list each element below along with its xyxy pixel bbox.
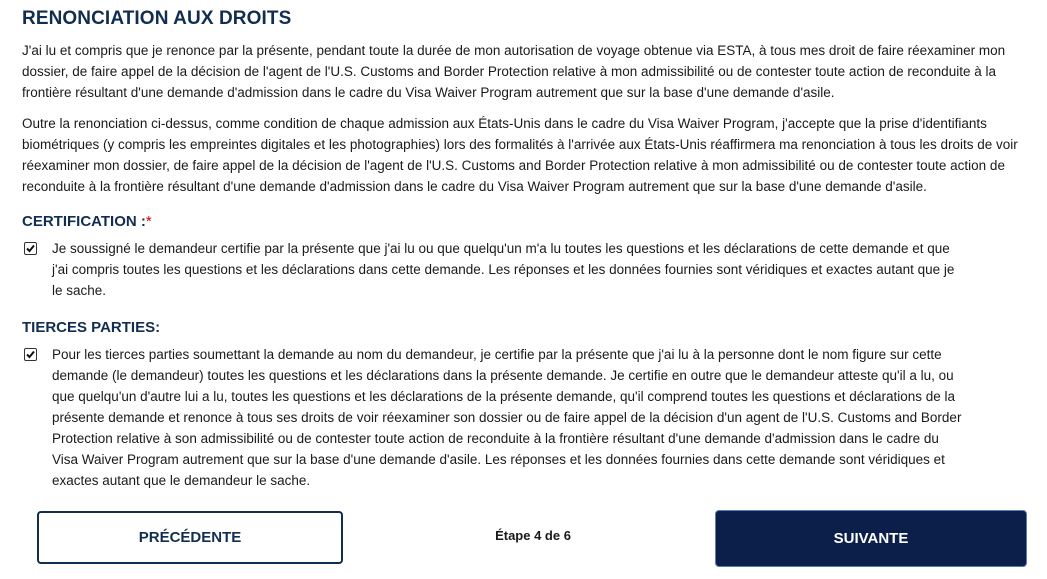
waiver-paragraph-1: J'ai lu et compris que je renonce par la présente, pendant toute la durée de mon autorisation de voyage obtenue via ESTA, à tous mes droit de faire réexaminer mon dossier, de faire appel de la décision de l'agent de l'U.S. Customs and Border Protection relative à mon admissibilité ou de contester toute action de reconduite à la frontière résultant d'une demande d'admission dans le cadre du Visa Waiver Program autrement que sur la base d'une demande d'asile. <box>22 43 1006 100</box>
check-icon <box>25 243 36 254</box>
certification-title: CERTIFICATION : <box>22 213 146 230</box>
previous-button[interactable]: PRÉCÉDENTE <box>37 511 343 564</box>
third-parties-heading: TIERCES PARTIES: <box>22 319 161 336</box>
third-parties-checkbox[interactable] <box>24 348 37 361</box>
page-title: RENONCIATION AUX DROITS <box>22 8 292 29</box>
third-parties-row <box>22 344 1044 491</box>
waiver-paragraph-2: Outre la renonciation ci-dessus, comme condition de chaque admission aux États-Unis dans le cadre du Visa Waiver Program, j'accepte que la prise d'identifiants biométriques (y compris les empreintes digitales et les photographies) lors des formalités à l'arrivée aux États-Unis réaffirmera ma renonciation à tous les droits de voir réexaminer mon dossier, de faire appel de la décision de l'agent de l'U.S. Customs and Border Protection relative à mon admissibilité ou de contester toute action de reconduite à la frontière résultant d'une demande d'admission dans le cadre du Visa Waiver Program autrement que sur la base d'une demande d'asile. <box>22 116 1018 194</box>
step-indicator: Étape 4 de 6 <box>495 528 571 543</box>
waiver-form <box>22 8 1044 491</box>
certification-checkbox[interactable] <box>24 242 37 255</box>
next-button[interactable]: SUIVANTE <box>715 510 1027 567</box>
certification-row <box>22 238 1044 301</box>
third-parties-text: Pour les tierces parties soumettant la demande au nom du demandeur, je certifie par la présente que j'ai lu à la personne dont le nom figure sur cette demande (le demandeur) toutes les questions et les déclarations dans la présente demande. Je certifie en outre que le demandeur atteste qu'il a lu, ou que quelqu'un d'autre lui a lu, toutes les questions et les déclarations de la présente demande, qu'il comprend toutes les questions et déclarations de la présente demande et renonce à tous ses droits de voir réexaminer son dossier ou de faire appel de la décision d'un agent de l'U.S. Customs and Border Protection relative à son admissibilité ou de contester toute action de reconduite à la frontière résultant d'une demande d'admission dans le cadre du Visa Waiver Program autrement que sur la base d'une demande d'asile. Les réponses et les données fournies dans cette demande sont véridiques et exactes autant que le demandeur le sache. <box>52 347 962 488</box>
check-icon <box>25 349 36 360</box>
required-marker: * <box>145 213 152 230</box>
certification-heading <box>22 213 1044 230</box>
certification-text: Je soussigné le demandeur certifie par la présente que j'ai lu ou que quelqu'un m'a lu toutes les questions et les déclarations de cette demande et que j'ai compris toutes les questions et les déclarations dans cette demande. Les réponses et les données fournies sont véridiques et exactes autant que je le sache. <box>52 241 955 298</box>
form-navigation <box>0 510 1047 570</box>
